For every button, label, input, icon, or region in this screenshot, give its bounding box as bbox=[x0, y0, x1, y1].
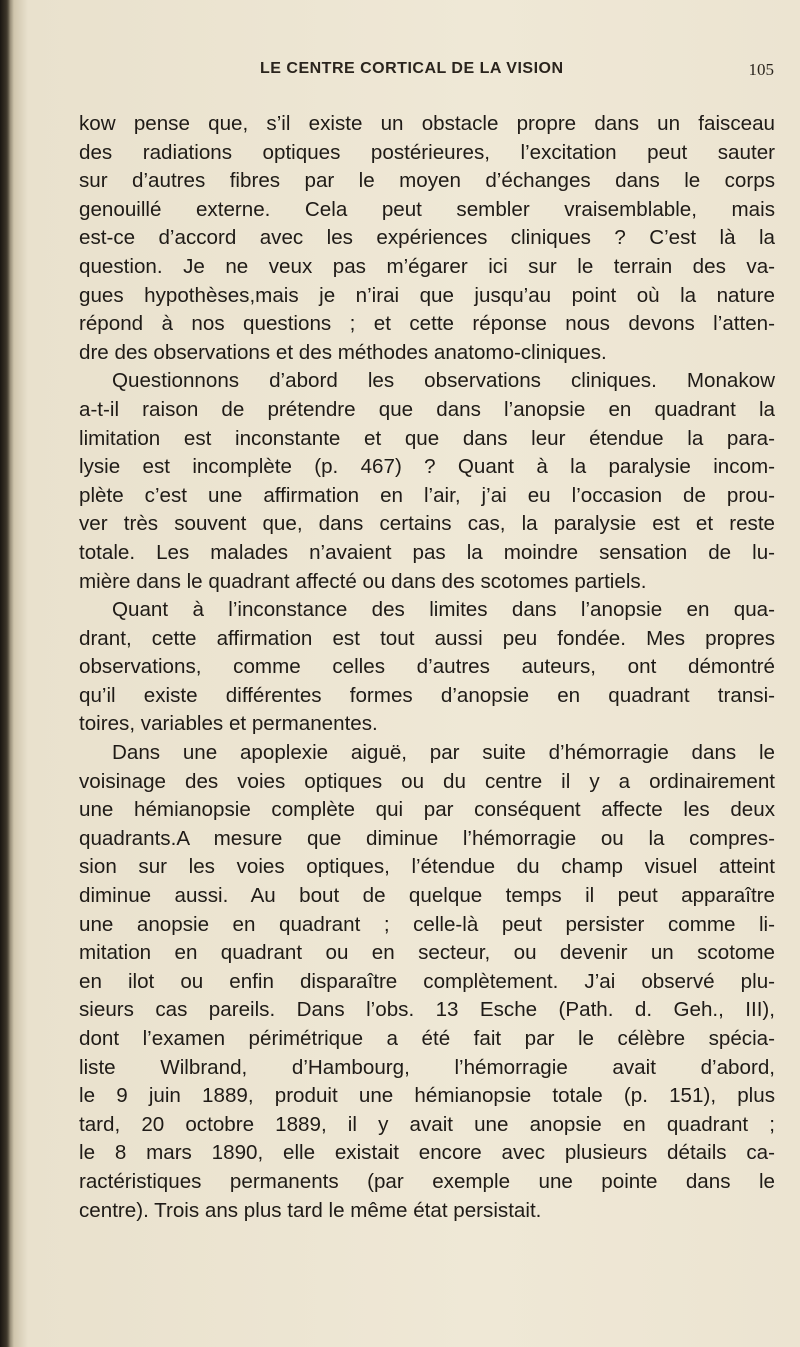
text-line: mitation en quadrant ou en secteur, ou devenir un scotome bbox=[79, 941, 775, 965]
text-line: centre). Trois ans plus tard le même état persistait. bbox=[79, 1198, 542, 1222]
text-line: totale. Les malades n’avaient pas la moindre sensation de lu- bbox=[79, 540, 775, 564]
paragraph bbox=[79, 739, 775, 1225]
text-line: une anopsie en quadrant ; celle-là peut persister comme li- bbox=[79, 912, 775, 936]
text-line: genouillé externe. Cela peut sembler vraisemblable, mais bbox=[79, 197, 775, 221]
text-line: qu’il existe différentes formes d’anopsie en quadrant transi- bbox=[79, 683, 775, 707]
text-line: plète c’est une affirmation en l’air, j’ai eu l’occasion de prou- bbox=[79, 483, 775, 507]
text-line: sion sur les voies optiques, l’étendue du champ visuel atteint bbox=[79, 855, 775, 879]
text-line: le 8 mars 1890, elle existait encore avec plusieurs détails ca- bbox=[79, 1141, 775, 1165]
text-line: dre des observations et des méthodes anatomo-cliniques. bbox=[79, 340, 607, 364]
text-line: ractéristiques permanents (par exemple une pointe dans le bbox=[79, 1169, 775, 1193]
text-line: diminue aussi. Au bout de quelque temps il peut apparaître bbox=[79, 884, 775, 908]
text-line: ver très souvent que, dans certains cas, la paralysie est et reste bbox=[79, 512, 775, 536]
running-head bbox=[80, 60, 774, 86]
text-line: le 9 juin 1889, produit une hémianopsie totale (p. 151), plus bbox=[79, 1084, 775, 1108]
text-line: question. Je ne veux pas m’égarer ici sur le terrain des va- bbox=[79, 254, 775, 278]
text-line: sieurs cas pareils. Dans l’obs. 13 Esche (Path. d. Geh., III), bbox=[79, 998, 775, 1022]
text-line: toires, variables et permanentes. bbox=[79, 712, 378, 736]
text-line: drant, cette affirmation est tout aussi peu fondée. Mes propres bbox=[79, 626, 775, 650]
text-line: a-t-il raison de prétendre que dans l’anopsie en quadrant la bbox=[79, 397, 775, 421]
text-line: en ilot ou enfin disparaître complètement. J’ai observé plu- bbox=[79, 969, 775, 993]
page-number: 105 bbox=[748, 60, 774, 79]
text-line: limitation est inconstante et que dans leur étendue la para- bbox=[79, 426, 775, 450]
paragraph bbox=[79, 596, 775, 739]
text-line: lysie est incomplète (p. 467) ? Quant à la paralysie incom- bbox=[79, 455, 775, 479]
text-line: Dans une apoplexie aiguë, par suite d’hémorragie dans le bbox=[112, 741, 775, 765]
text-line: Quant à l’inconstance des limites dans l’anopsie en qua- bbox=[112, 598, 775, 622]
text-line: mière dans le quadrant affecté ou dans des scotomes partiels. bbox=[79, 569, 647, 593]
text-line: répond à nos questions ; et cette réponse nous devons l’atten- bbox=[79, 312, 775, 336]
text-line: est-ce d’accord avec les expériences cliniques ? C’est là la bbox=[79, 226, 775, 250]
text-line: tard, 20 octobre 1889, il y avait une anopsie en quadrant ; bbox=[79, 1112, 775, 1136]
book-spine-shadow bbox=[0, 0, 10, 1347]
paragraph bbox=[79, 367, 775, 596]
text-line: kow pense que, s’il existe un obstacle propre dans un faisceau bbox=[79, 112, 775, 135]
body-text bbox=[79, 110, 775, 1225]
text-line: sur d’autres fibres par le moyen d’échanges dans le corps bbox=[79, 169, 775, 193]
text-line: dont l’examen périmétrique a été fait par le célèbre spécia- bbox=[79, 1027, 775, 1050]
running-head-title: LE CENTRE CORTICAL DE LA VISION bbox=[260, 60, 564, 77]
text-line: liste Wilbrand, d’Hambourg, l’hémorragie avait d’abord, bbox=[79, 1055, 775, 1079]
text-line: quadrants.A mesure que diminue l’hémorragie ou la compres- bbox=[79, 826, 775, 850]
text-line: des radiations optiques postérieures, l’excitation peut sauter bbox=[79, 140, 775, 164]
text-line: voisinage des voies optiques ou du centre il y a ordinairement bbox=[79, 769, 775, 793]
text-line: gues hypothèses,mais je n’irai que jusqu’au point où la nature bbox=[79, 283, 775, 307]
text-line: observations, comme celles d’autres auteurs, ont démontré bbox=[79, 655, 775, 679]
paragraph bbox=[79, 110, 775, 367]
text-line: une hémianopsie complète qui par conséquent affecte les deux bbox=[79, 798, 775, 822]
text-line: Questionnons d’abord les observations cliniques. Monakow bbox=[112, 369, 775, 393]
